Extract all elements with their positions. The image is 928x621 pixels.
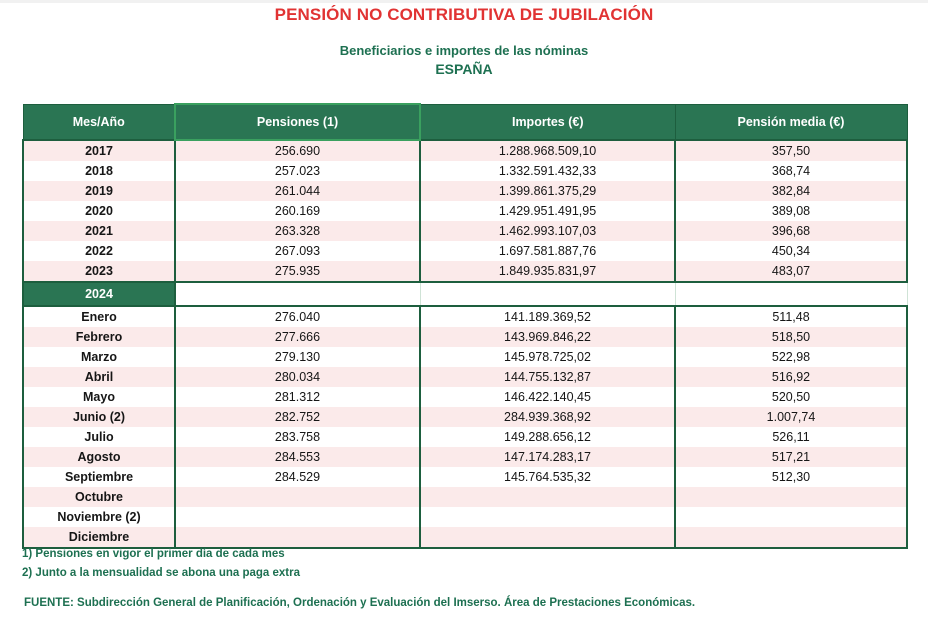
row-label: 2017: [23, 140, 175, 161]
cell-pension-media: [675, 527, 907, 548]
table-row: [23, 407, 907, 427]
cell-pensiones: 256.690: [175, 140, 420, 161]
cell-importes: 1.288.968.509,10: [420, 140, 675, 161]
cell-pensiones: 261.044: [175, 181, 420, 201]
cell-pensiones: 279.130: [175, 347, 420, 367]
cell-pension-media: 520,50: [675, 387, 907, 407]
pensions-table: [22, 103, 908, 549]
table-row-year-separator: [23, 282, 907, 306]
cell-pension-media: 518,50: [675, 327, 907, 347]
table-row: [23, 221, 907, 241]
column-header-pensiones: Pensiones (1): [175, 104, 420, 140]
cell-pensiones: 275.935: [175, 261, 420, 282]
table-row: [23, 181, 907, 201]
column-header-mes-ano: Mes/Año: [23, 104, 175, 140]
cell-pensiones: 277.666: [175, 327, 420, 347]
table-row: [23, 327, 907, 347]
row-label: 2018: [23, 161, 175, 181]
table-row: [23, 161, 907, 181]
row-label: Marzo: [23, 347, 175, 367]
cell-pensiones: [175, 487, 420, 507]
row-label: Noviembre (2): [23, 507, 175, 527]
cell-pensiones: 283.758: [175, 427, 420, 447]
cell-importes: 284.939.368,92: [420, 407, 675, 427]
cell-pension-media: 511,48: [675, 306, 907, 327]
cell-importes: 1.697.581.887,76: [420, 241, 675, 261]
cell-pension-media: 512,30: [675, 467, 907, 487]
cell-importes: 1.399.861.375,29: [420, 181, 675, 201]
page-title: PENSIÓN NO CONTRIBUTIVA DE JUBILACIÓN: [274, 5, 654, 24]
cell-pensiones: 281.312: [175, 387, 420, 407]
cell-pensiones: 267.093: [175, 241, 420, 261]
cell-pensiones: 280.034: [175, 367, 420, 387]
cell-pension-media: 450,34: [675, 241, 907, 261]
table-row: [23, 467, 907, 487]
subtitle-block: [0, 42, 928, 78]
footnotes: [22, 545, 300, 583]
row-label: 2020: [23, 201, 175, 221]
cell-importes: 146.422.140,45: [420, 387, 675, 407]
data-table-container: [22, 103, 906, 549]
row-label: Octubre: [23, 487, 175, 507]
row-label: 2023: [23, 261, 175, 282]
cell-importes: 1.849.935.831,97: [420, 261, 675, 282]
table-row: [23, 306, 907, 327]
cell-importes: 1.332.591.432,33: [420, 161, 675, 181]
cell-pension-media: 1.007,74: [675, 407, 907, 427]
subtitle-country: ESPAÑA: [435, 61, 493, 77]
table-row: [23, 387, 907, 407]
cell-pensiones: 284.529: [175, 467, 420, 487]
subtitle: Beneficiarios e importes de las nóminas: [339, 43, 589, 58]
cell-importes: [420, 507, 675, 527]
cell-importes: 145.978.725,02: [420, 347, 675, 367]
cell-importes: 1.462.993.107,03: [420, 221, 675, 241]
table-body: [23, 140, 907, 548]
cell-pension-media: [675, 282, 907, 306]
row-label: Diciembre: [23, 527, 175, 548]
row-label: 2019: [23, 181, 175, 201]
cell-importes: 145.764.535,32: [420, 467, 675, 487]
cell-pension-media: 382,84: [675, 181, 907, 201]
row-label: Junio (2): [23, 407, 175, 427]
footnote-1: 1) Pensiones en vigor el primer día de cada mes: [22, 548, 285, 560]
cell-importes: [420, 282, 675, 306]
table-header: [23, 104, 907, 140]
row-label: Julio: [23, 427, 175, 447]
table-row: [23, 140, 907, 161]
row-label: 2021: [23, 221, 175, 241]
row-label: Enero: [23, 306, 175, 327]
cell-pension-media: 526,11: [675, 427, 907, 447]
row-label: Abril: [23, 367, 175, 387]
row-label: Febrero: [23, 327, 175, 347]
cell-pension-media: [675, 507, 907, 527]
cell-pension-media: 483,07: [675, 261, 907, 282]
cell-importes: [420, 487, 675, 507]
table-row: [23, 487, 907, 507]
cell-pension-media: 516,92: [675, 367, 907, 387]
cell-pensiones: 263.328: [175, 221, 420, 241]
table-row: [23, 347, 907, 367]
table-row: [23, 367, 907, 387]
cell-pension-media: 396,68: [675, 221, 907, 241]
cell-importes: 141.189.369,52: [420, 306, 675, 327]
cell-importes: 1.429.951.491,95: [420, 201, 675, 221]
table-row: [23, 201, 907, 221]
row-label: 2024: [23, 282, 175, 306]
source-line: FUENTE: Subdirección General de Planificación, Ordenación y Evaluación del Imserso. Área de Prestaciones Económicas.: [24, 597, 696, 609]
footnote-2: 2) Junto a la mensualidad se abona una paga extra: [22, 567, 300, 579]
table-header-row: [23, 104, 907, 140]
cell-pensiones: 282.752: [175, 407, 420, 427]
cell-importes: 144.755.132,87: [420, 367, 675, 387]
cell-pension-media: 357,50: [675, 140, 907, 161]
cell-pensiones: [175, 507, 420, 527]
cell-pension-media: 389,08: [675, 201, 907, 221]
table-row: [23, 261, 907, 282]
top-edge-strip: [0, 0, 928, 3]
cell-pensiones: 260.169: [175, 201, 420, 221]
row-label: Mayo: [23, 387, 175, 407]
cell-pension-media: 368,74: [675, 161, 907, 181]
cell-pensiones: [175, 282, 420, 306]
cell-pensiones: 284.553: [175, 447, 420, 467]
cell-importes: 149.288.656,12: [420, 427, 675, 447]
row-label: Agosto: [23, 447, 175, 467]
cell-pension-media: [675, 487, 907, 507]
cell-pension-media: 517,21: [675, 447, 907, 467]
cell-pensiones: 276.040: [175, 306, 420, 327]
column-header-pension-media: Pensión media (€): [675, 104, 907, 140]
cell-importes: [420, 527, 675, 548]
table-row: [23, 241, 907, 261]
column-header-importes: Importes (€): [420, 104, 675, 140]
cell-pension-media: 522,98: [675, 347, 907, 367]
cell-importes: 143.969.846,22: [420, 327, 675, 347]
table-row: [23, 507, 907, 527]
table-row: [23, 427, 907, 447]
cell-pensiones: 257.023: [175, 161, 420, 181]
cell-importes: 147.174.283,17: [420, 447, 675, 467]
row-label: Septiembre: [23, 467, 175, 487]
table-row: [23, 447, 907, 467]
row-label: 2022: [23, 241, 175, 261]
